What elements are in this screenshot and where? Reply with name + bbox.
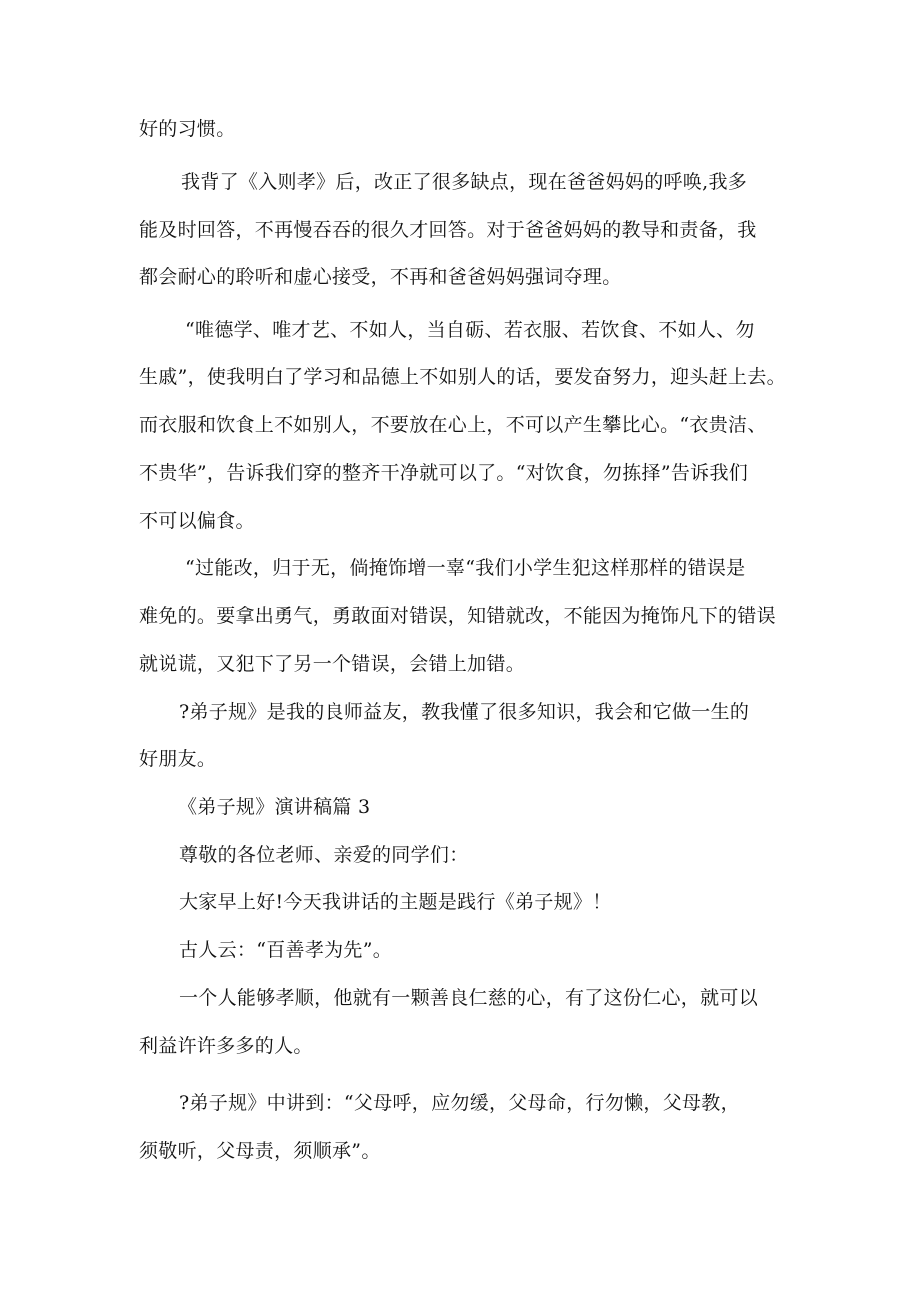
text-line-7: 而衣服和饮食上不如别人，不要放在心上，不可以产生攀比心。“衣贵洁、 <box>139 414 767 436</box>
text-line-22: 须敬听，父母责，须顺承”。 <box>139 1140 381 1162</box>
text-line-6: 生戚”，使我明白了学习和品德上不如别人的话，要发奋努力，迎头赶上去。 <box>139 366 786 388</box>
text-line-4: 都会耐心的聆听和虚心接受，不再和爸爸妈妈强词夺理。 <box>139 266 622 288</box>
text-line-20: 利益许许多多的人。 <box>139 1035 313 1057</box>
text-line-1: 好的习惯。 <box>139 118 236 140</box>
text-line-12: 就说谎，又犯下了另一个错误，会错上加错。 <box>139 653 526 675</box>
text-line-5: “唯德学、唯才艺、不如人，当自砺、若衣服、若饮食、不如人、勿 <box>185 319 755 341</box>
text-line-18: 古人云：“百善孝为先”。 <box>179 939 393 961</box>
text-line-8: 不贵华”，告诉我们穿的整齐干净就可以了。“对饮食，勿拣择”告诉我们 <box>139 462 749 484</box>
text-line-3: 能及时回答，不再慢吞吞的很久才回答。对于爸爸妈妈的教导和责备，我 <box>139 219 757 241</box>
text-line-13: ?弟子规》是我的良师益友，教我懂了很多知识，我会和它做一生的 <box>179 701 750 723</box>
section-heading: 《弟子规》演讲稿篇 3 <box>178 796 371 818</box>
text-line-17: 大家早上好!今天我讲话的主题是践行《弟子规》！ <box>179 891 612 913</box>
text-line-9: 不可以偏食。 <box>139 510 255 532</box>
text-line-21: ?弟子规》中讲到：“父母呼，应勿缓，父母命，行勿懒，父母教， <box>179 1092 740 1114</box>
text-line-10: “过能改，归于无，倘掩饰增一辜“我们小学生犯这样那样的错误是 <box>185 557 746 579</box>
text-line-14: 好朋友。 <box>139 748 217 770</box>
text-line-2: 我背了《入则孝》后，改正了很多缺点，现在爸爸妈妈的呼唤,我多 <box>181 171 748 193</box>
text-line-16: 尊敬的各位老师、亲爱的同学们： <box>179 844 469 866</box>
text-line-19: 一个人能够孝顺，他就有一颗善良仁慈的心，有了这份仁心，就可以 <box>179 987 759 1009</box>
text-line-11: 难免的。要拿出勇气，勇敢面对错误，知错就改，不能因为掩饰凡下的错误 <box>139 605 776 627</box>
